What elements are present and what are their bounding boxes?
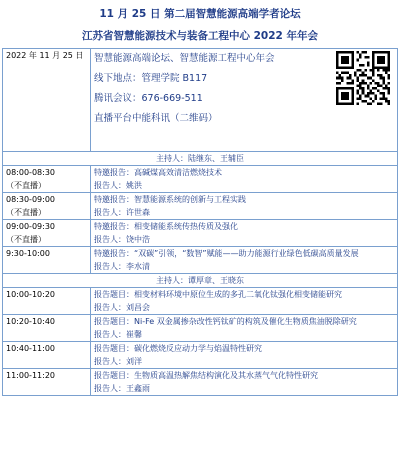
time-slot: 11:00-11:20 [6,371,55,380]
time-slot: 10:40-11:00 [6,344,55,353]
speaker: 报告人：李水清 [94,262,150,271]
report-title: 报告题目：Ni-Fe 双金属掺杂改性钙钛矿的构筑及催化生物质焦油脱除研究 [94,317,357,326]
report-title: 特邀报告：智慧能源系统的创新与工程实践 [94,195,246,204]
speaker: 报告人：饶中浩 [94,235,150,244]
intro-date-cell [3,49,91,152]
speaker: 报告人：姚洪 [94,181,142,190]
schedule-row [3,220,398,247]
talk-cell [91,288,398,315]
schedule-row [3,288,398,315]
host-label: 主持人：陆继东、王辅臣 [3,152,398,166]
time-cell [3,315,91,342]
time-slot: 10:00-10:20 [6,290,55,299]
no-stream-note: （不直播） [6,208,46,217]
intro-meeting: 腾讯会议：676-669-511 [94,93,203,104]
intro-stream: 直播平台中能科讯（二维码） [94,113,218,124]
report-title: 特邀报告：高碱煤高效清洁燃烧技术 [94,168,222,177]
time-cell [3,193,91,220]
time-slot: 10:20-10:40 [6,317,55,326]
host-row-1 [3,152,398,166]
intro-venue: 线下地点：管理学院 B117 [94,73,208,84]
speaker: 报告人：崔馨 [94,330,142,339]
talk-cell [91,166,398,193]
no-stream-note: （不直播） [6,235,46,244]
qr-code[interactable] [336,51,390,105]
intro-row [3,49,398,152]
speaker: 报告人：刘昌会 [94,303,150,312]
schedule-row [3,166,398,193]
schedule-row [3,247,398,274]
page-title: 11 月 25 日 第二届智慧能源高端学者论坛 [99,8,301,20]
report-title: 报告题目：碳化燃烧反应动力学与焰温特性研究 [94,344,262,353]
schedule-row [3,342,398,369]
host-label: 主持人：谭厚章、王晓东 [3,274,398,288]
schedule-row [3,315,398,342]
no-stream-note: （不直播） [6,181,46,190]
time-cell [3,247,91,274]
schedule-row [3,369,398,396]
time-cell [3,220,91,247]
time-cell [3,166,91,193]
time-slot: 09:00-09:30 [6,222,55,231]
talk-cell [91,193,398,220]
talk-cell [91,247,398,274]
schedule-row [3,193,398,220]
report-title: 报告题目：生物质高温热解焦结构演化及其水蒸气气化特性研究 [94,371,318,380]
speaker: 报告人：王鑫雨 [94,384,150,393]
time-cell [3,288,91,315]
time-cell [3,342,91,369]
intro-info-cell [91,49,398,152]
report-title: 报告题目：相变材料环境中原位生成的多孔二氧化钛强化相变储能研究 [94,290,342,299]
speaker: 报告人：许世森 [94,208,150,217]
schedule-table [2,48,398,396]
report-title: 特邀报告：“双碳”引领，“数智”赋能——助力能源行业绿色低碳高质量发展 [94,249,359,258]
page-subtitle: 江苏省智慧能源技术与装备工程中心 2022 年年会 [81,30,319,42]
host-row-2 [3,274,398,288]
time-slot: 08:30-09:00 [6,195,55,204]
report-title: 特邀报告：相变储能系统传热传质及强化 [94,222,238,231]
talk-cell [91,369,398,396]
talk-cell [91,315,398,342]
time-cell [3,369,91,396]
time-slot: 08:00-08:30 [6,168,55,177]
time-slot: 9:30-10:00 [6,249,50,258]
intro-date: 2022 年 11 月 25 日 [6,51,84,60]
speaker: 报告人：刘洋 [94,357,142,366]
intro-event: 智慧能源高端论坛、智慧能源工程中心年会 [94,53,275,64]
talk-cell [91,220,398,247]
talk-cell [91,342,398,369]
